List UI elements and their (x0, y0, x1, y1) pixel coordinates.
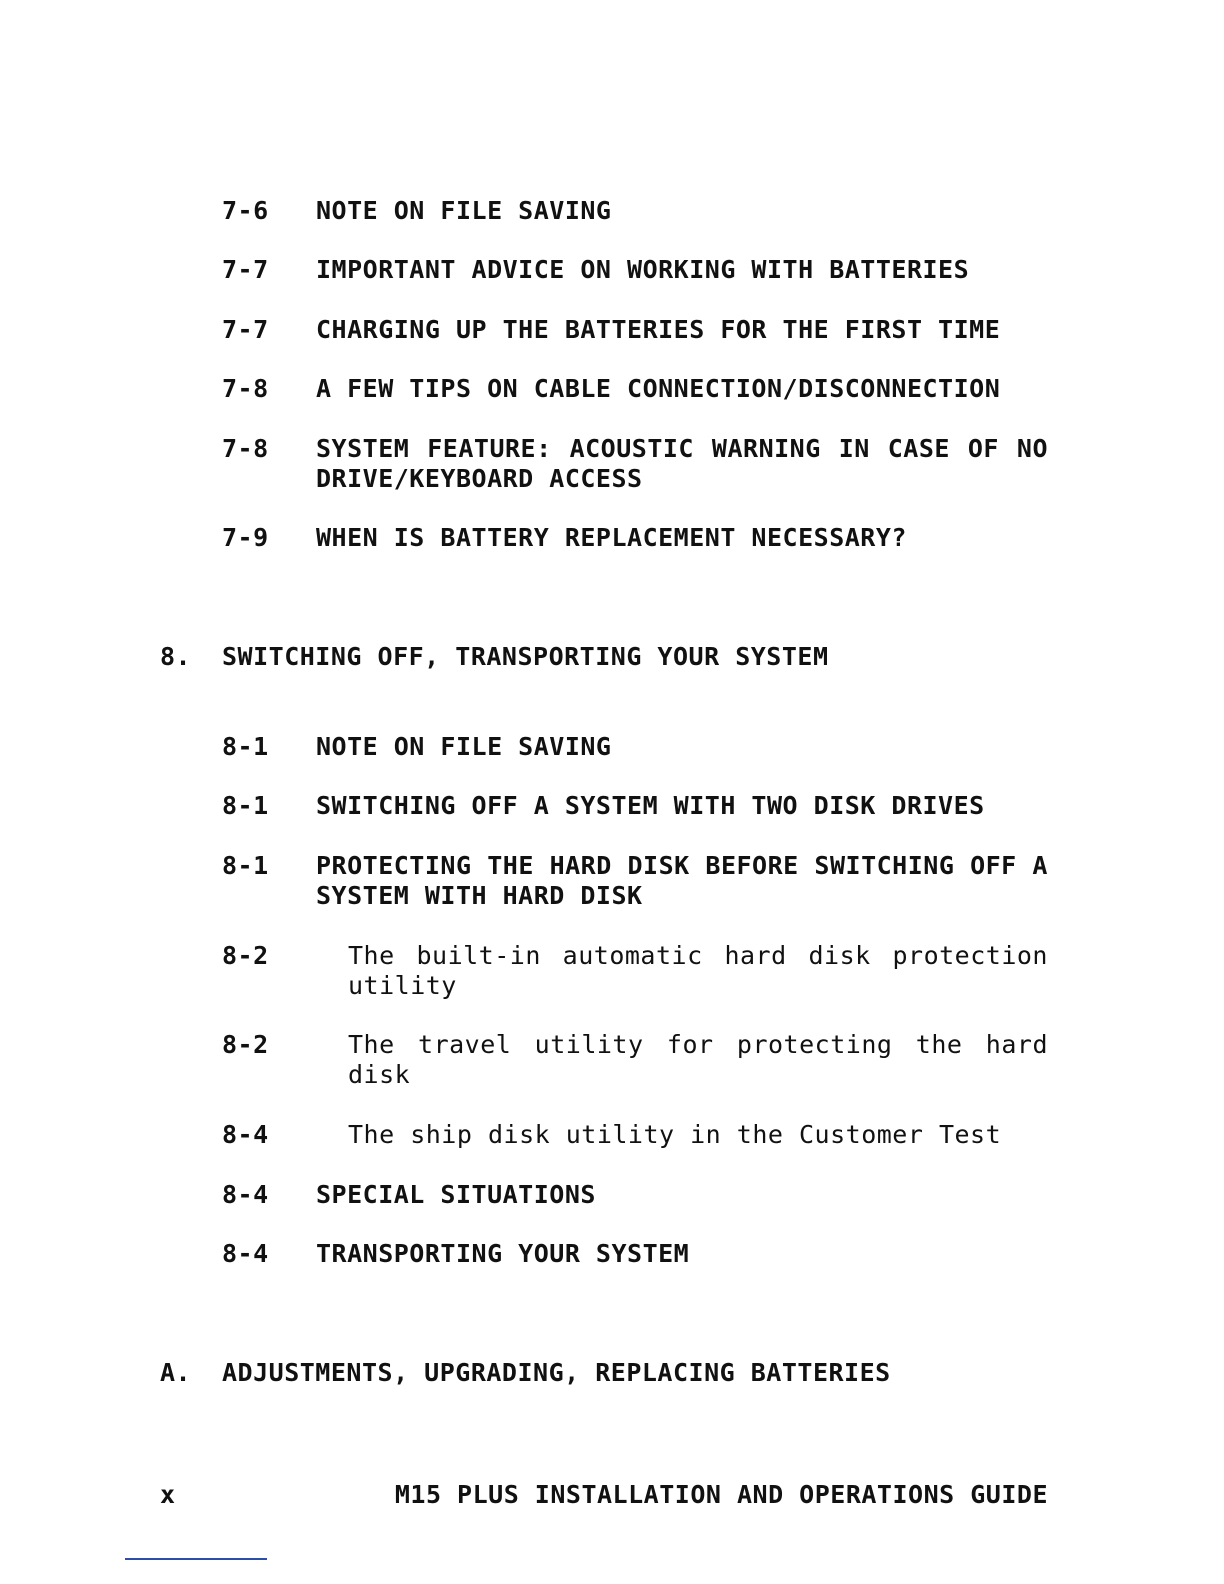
toc-entry-title: SPECIAL SITUATIONS (316, 1180, 596, 1209)
toc-page-number: 8-4 (222, 1120, 269, 1149)
toc-page-number: 7-7 (222, 315, 269, 344)
toc-page-number: 8-2 (222, 1030, 269, 1059)
footer-guide-title: M15 PLUS INSTALLATION AND OPERATIONS GUIDE (394, 1480, 1048, 1509)
toc-page-number: 8-4 (222, 1180, 269, 1209)
toc-entry-title: WHEN IS BATTERY REPLACEMENT NECESSARY? (316, 523, 907, 552)
appendix-title: ADJUSTMENTS, UPGRADING, REPLACING BATTERIES (222, 1358, 891, 1387)
toc-page-number: 8-1 (222, 791, 269, 820)
toc-entry-title: NOTE ON FILE SAVING (316, 732, 612, 761)
toc-entry-title: SWITCHING OFF A SYSTEM WITH TWO DISK DRIVES (316, 791, 985, 820)
appendix-letter: A. (160, 1358, 192, 1387)
chapter-title: SWITCHING OFF, TRANSPORTING YOUR SYSTEM (222, 642, 829, 671)
toc-entry-title: The built-in automatic hard disk protection utility (348, 941, 1048, 1000)
chapter-number: 8. (160, 642, 192, 671)
toc-page-number: 7-9 (222, 523, 269, 552)
toc-page-number: 7-6 (222, 196, 269, 225)
toc-entry-title: SYSTEM FEATURE: ACOUSTIC WARNING IN CASE OF NO DRIVE/KEYBOARD ACCESS (316, 434, 1048, 493)
toc-page-number: 7-8 (222, 374, 269, 403)
toc-entry-title: IMPORTANT ADVICE ON WORKING WITH BATTERIES (316, 255, 970, 284)
toc-entry-title: TRANSPORTING YOUR SYSTEM (316, 1239, 690, 1268)
toc-entry-title: CHARGING UP THE BATTERIES FOR THE FIRST TIME (316, 315, 1001, 344)
footer-page-number: x (160, 1480, 176, 1509)
toc-entry-title: A FEW TIPS ON CABLE CONNECTION/DISCONNECTION (316, 374, 1001, 403)
toc-page-number: 8-4 (222, 1239, 269, 1268)
toc-page-number: 8-2 (222, 941, 269, 970)
toc-page-number: 7-7 (222, 255, 269, 284)
bottom-rule (125, 1558, 267, 1560)
toc-entry-title: NOTE ON FILE SAVING (316, 196, 612, 225)
toc-page-number: 8-1 (222, 851, 269, 880)
toc-entry-title: The travel utility for protecting the hard disk (348, 1030, 1048, 1089)
toc-page-number: 8-1 (222, 732, 269, 761)
toc-page-number: 7-8 (222, 434, 269, 463)
toc-entry-title: PROTECTING THE HARD DISK BEFORE SWITCHING OFF A SYSTEM WITH HARD DISK (316, 851, 1048, 910)
toc-entry-title: The ship disk utility in the Customer Test (348, 1120, 1002, 1149)
